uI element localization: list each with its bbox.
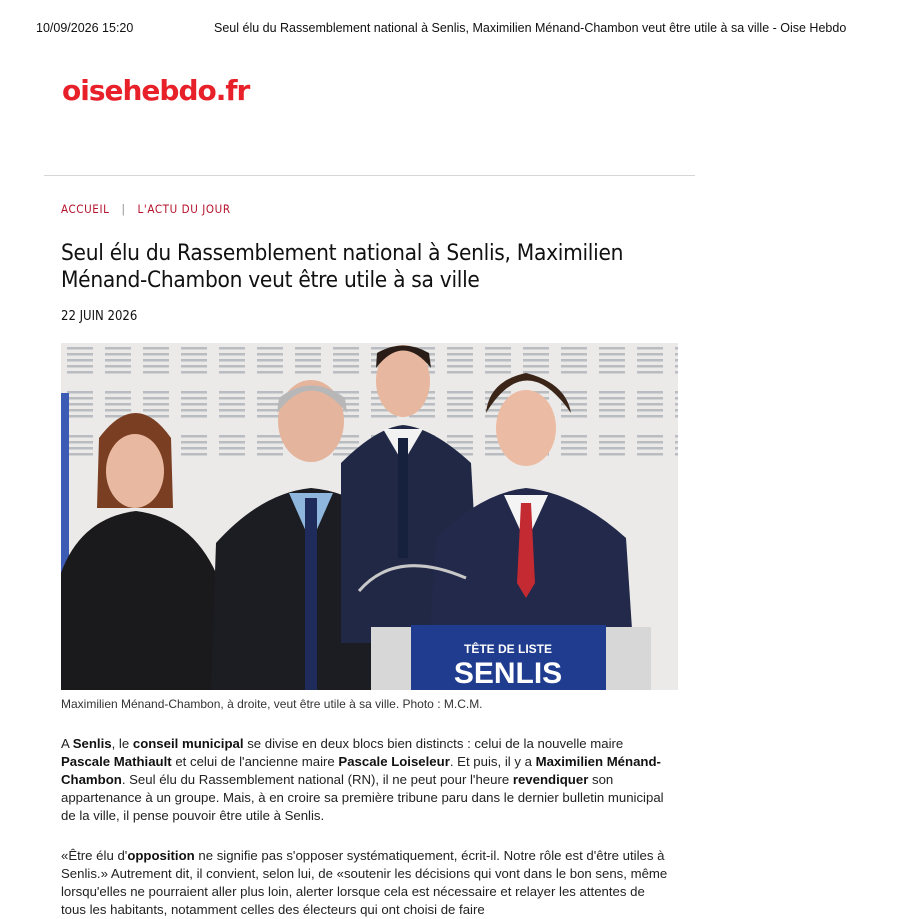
breadcrumb-section-link[interactable]: L'ACTU DU JOUR xyxy=(137,202,231,216)
photo-caption: Maximilien Ménand-Chambon, à droite, veut être utile à sa ville. Photo : M.C.M. xyxy=(61,697,483,711)
bold-text: Senlis xyxy=(72,736,112,751)
bold-text: conseil municipal xyxy=(132,736,244,751)
body-text: son appartenance à un groupe. Mais, à en croire sa première tribune paru dans le dernier bulletin municipal de la ville, il pense pouvoir être utile à Senlis. xyxy=(61,772,664,823)
article-title: Seul élu du Rassemblement national à Senlis, Maximilien Ménand-Chambon veut être utile à sa ville xyxy=(61,240,624,293)
article-paragraph xyxy=(61,735,673,825)
body-text: et celui de l'ancienne maire xyxy=(171,754,339,769)
breadcrumb-home-link[interactable]: ACCUEIL xyxy=(61,202,110,216)
site-logo[interactable]: oisehebdo.fr xyxy=(62,74,250,107)
breadcrumb-separator: | xyxy=(121,202,126,216)
body-text: A xyxy=(61,736,73,751)
bold-text: Pascale Mathiault xyxy=(61,754,172,769)
breadcrumb xyxy=(61,202,231,216)
article-paragraph xyxy=(61,847,673,919)
print-header xyxy=(36,21,866,37)
bold-text: Maximilien Ménand-Chambon xyxy=(61,754,661,787)
body-text: «Être élu d' xyxy=(61,848,128,863)
print-page-title: Seul élu du Rassemblement national à Senlis, Maximilien Ménand-Chambon veut être utile à sa ville - Oise Hebdo xyxy=(214,21,847,35)
bold-text: revendiquer xyxy=(512,772,589,787)
bold-text: opposition xyxy=(127,848,195,863)
header-divider xyxy=(44,175,695,176)
print-datetime: 10/09/2026 15:20 xyxy=(36,21,134,35)
body-text: . Seul élu du Rassemblement national (RN), il ne peut pour l'heure xyxy=(121,772,513,787)
article-photo xyxy=(61,343,678,690)
body-text: , le xyxy=(111,736,133,751)
body-text: se divise en deux blocs bien distincts : celui de la nouvelle maire xyxy=(243,736,624,751)
body-text: ne signifie pas s'opposer systématiquement, écrit-il. Notre rôle est d'être utiles à Senlis.» Autrement dit, il convient, selon lui, de «soutenir les décisions qui vont dans le bon sens, même lorsqu'elles ne pourraient aller plus loin, alerter lorsque cela est nécessaire et relayer les attentes de tous les habitants, notamment celles des électeurs qui ont choisi de faire xyxy=(61,848,668,917)
podium-main-text: SENLIS xyxy=(453,657,563,690)
article-date: 22 JUIN 2026 xyxy=(61,309,138,324)
bold-text: Pascale Loiseleur xyxy=(338,754,450,769)
podium-top-text: TÊTE DE LISTE xyxy=(463,642,553,656)
body-text: . Et puis, il y a xyxy=(449,754,536,769)
